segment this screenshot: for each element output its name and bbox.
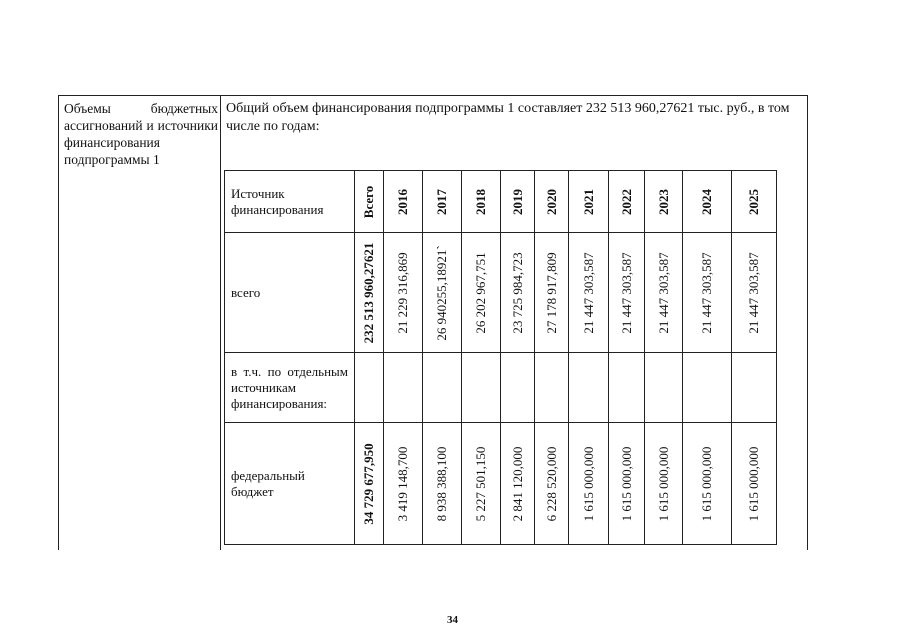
header-year: 2017 — [434, 188, 449, 215]
value-cell — [609, 423, 645, 545]
header-year-cell — [501, 171, 535, 233]
header-year: 2020 — [543, 188, 559, 215]
row-value: 26 940255,18921` — [434, 244, 449, 341]
row-value: 21 229 316,869 — [395, 251, 410, 334]
row-value: 1 615 000,000 — [580, 446, 596, 521]
value-cell — [569, 233, 609, 353]
row-value: 3 419 148,700 — [395, 446, 410, 521]
value-cell — [609, 233, 645, 353]
row-value: 21 447 303,587 — [699, 251, 714, 334]
value-cell — [535, 233, 569, 353]
frame-top-line — [58, 95, 808, 96]
value-cell — [645, 423, 683, 545]
value-cell — [384, 233, 423, 353]
empty-cell — [609, 353, 645, 423]
value-cell — [462, 423, 501, 545]
row-value: 1 615 000,000 — [699, 446, 714, 521]
value-cell — [732, 423, 777, 545]
page-number: 34 — [447, 614, 458, 626]
header-year: 2019 — [509, 188, 525, 215]
row-total-value: 232 513 960,27621 — [361, 242, 376, 343]
row-value: 21 447 303,587 — [618, 251, 634, 334]
table-row-federal — [225, 423, 777, 545]
header-year: 2022 — [618, 188, 634, 215]
row-total-value: 34 729 677,950 — [361, 442, 376, 525]
empty-cell — [501, 353, 535, 423]
row-value: 21 447 303,587 — [655, 251, 671, 334]
header-year-cell — [384, 171, 423, 233]
header-year: 2021 — [580, 188, 596, 215]
header-total-cell — [355, 171, 384, 233]
header-year-cell — [609, 171, 645, 233]
header-year-cell — [683, 171, 732, 233]
frame-left-line — [58, 95, 59, 550]
header-year-cell — [423, 171, 462, 233]
frame-right-line — [807, 95, 808, 550]
empty-cell — [535, 353, 569, 423]
row-source: федеральный бюджет — [225, 423, 355, 545]
empty-cell — [645, 353, 683, 423]
value-cell — [535, 423, 569, 545]
table-row-breakdown — [225, 353, 777, 423]
value-cell — [501, 423, 535, 545]
row-value: 1 615 000,000 — [618, 446, 634, 521]
empty-cell — [732, 353, 777, 423]
row-value: 21 447 303,587 — [580, 251, 596, 334]
header-year-cell — [462, 171, 501, 233]
left-label: Объемы бюджетных ассигнований и источники финансирования подпрограммы 1 — [64, 101, 218, 167]
value-cell — [462, 233, 501, 353]
row-value: 21 447 303,587 — [746, 251, 761, 334]
header-year: 2023 — [655, 188, 671, 215]
value-cell — [683, 423, 732, 545]
value-cell — [569, 423, 609, 545]
row-total-cell — [355, 423, 384, 545]
row-value: 1 615 000,000 — [655, 446, 671, 521]
row-value: 27 178 917,809 — [543, 251, 559, 334]
header-year: 2024 — [699, 188, 714, 215]
header-year: 2016 — [395, 188, 410, 215]
financing-table — [224, 170, 777, 545]
header-source: Источник финансирования — [225, 171, 355, 233]
header-total: Всего — [361, 185, 376, 218]
row-value: 26 202 967,751 — [473, 251, 488, 334]
row-source: в т.ч. по отдельным источникам финансирования: — [225, 353, 355, 423]
value-cell — [683, 233, 732, 353]
header-year-cell — [535, 171, 569, 233]
empty-cell — [462, 353, 501, 423]
intro-text: Общий объем финансирования подпрограммы 1 составляет 232 513 960,27621 тыс. руб., в том числе по годам: — [226, 101, 790, 134]
header-year-cell — [569, 171, 609, 233]
header-year-cell — [645, 171, 683, 233]
header-year: 2018 — [473, 188, 488, 215]
empty-cell — [423, 353, 462, 423]
header-year-cell — [732, 171, 777, 233]
empty-cell — [355, 353, 384, 423]
value-cell — [384, 423, 423, 545]
value-cell — [732, 233, 777, 353]
empty-cell — [569, 353, 609, 423]
header-row — [225, 171, 777, 233]
value-cell — [423, 423, 462, 545]
empty-cell — [683, 353, 732, 423]
value-cell — [423, 233, 462, 353]
frame-middle-line — [220, 95, 221, 550]
row-value: 6 228 520,000 — [543, 446, 559, 521]
header-year: 2025 — [746, 188, 761, 215]
value-cell — [501, 233, 535, 353]
row-value: 2 841 120,000 — [509, 446, 525, 521]
row-value: 8 938 388,100 — [434, 446, 449, 521]
row-total-cell — [355, 233, 384, 353]
table-row-total — [225, 233, 777, 353]
value-cell — [645, 233, 683, 353]
empty-cell — [384, 353, 423, 423]
row-value: 1 615 000,000 — [746, 446, 761, 521]
row-source: всего — [225, 233, 355, 353]
row-value: 5 227 501,150 — [473, 446, 488, 521]
row-value: 23 725 984,723 — [509, 251, 525, 334]
